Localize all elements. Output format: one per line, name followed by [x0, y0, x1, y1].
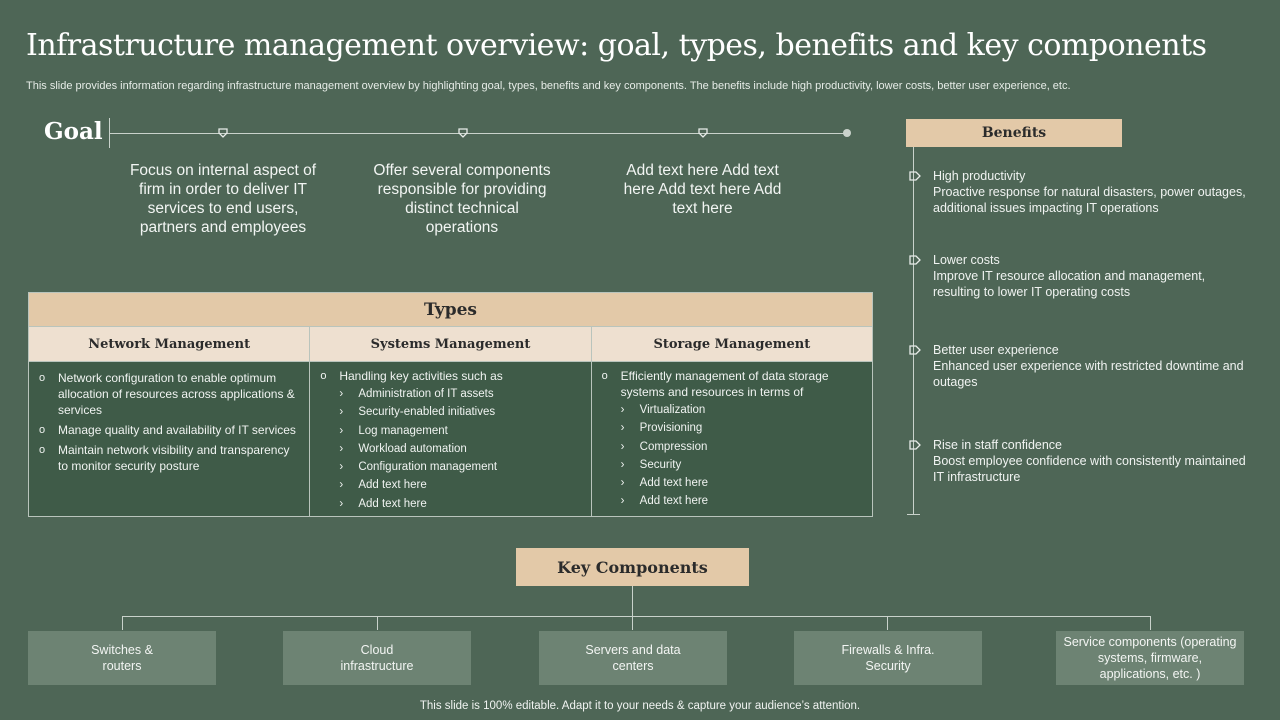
bullet-icon: o	[39, 424, 46, 436]
goal-marker-icon	[218, 128, 228, 138]
connector-line	[632, 586, 633, 616]
connector-line	[377, 616, 378, 630]
chevron-right-icon: ›	[620, 458, 625, 471]
sub-item: › Add text here	[339, 497, 427, 510]
sub-item: › Security-enabled initiatives	[339, 406, 496, 419]
key-component-box: Servers and data centers	[539, 631, 727, 685]
chevron-right-icon: ›	[339, 406, 344, 419]
benefit-marker-icon	[909, 255, 921, 265]
column-title: Network Management	[29, 326, 309, 362]
types-column-network	[29, 326, 310, 516]
chevron-right-icon: ›	[339, 479, 344, 492]
benefit-title: Rise in staff confidence	[933, 438, 1063, 452]
connector-line	[632, 616, 633, 630]
chevron-right-icon: ›	[620, 422, 625, 435]
chevron-right-icon: ›	[620, 440, 625, 453]
connector-line	[122, 616, 1151, 617]
benefit-desc: Proactive response for natural disasters, power outages, additional issues impacting IT operations	[933, 185, 1246, 215]
bullet-icon: o	[320, 370, 327, 382]
benefits-header: Benefits	[906, 119, 1122, 147]
column-title: Storage Management	[592, 326, 872, 362]
benefit-desc: Boost employee confidence with consistently maintained IT infrastructure	[933, 454, 1246, 484]
sub-item: › Add text here	[620, 495, 709, 508]
types-column-storage	[592, 326, 872, 516]
goal-marker-icon	[458, 128, 468, 138]
types-header: Types	[29, 293, 872, 326]
chevron-right-icon: ›	[339, 388, 344, 400]
chevron-right-icon: ›	[339, 461, 344, 474]
sub-item: › Workload automation	[339, 442, 467, 455]
goal-end-dot	[843, 129, 851, 137]
benefits-timeline	[913, 147, 914, 515]
list-item: o Handling key activities such as	[320, 369, 503, 383]
key-component-box: Cloud infrastructure	[283, 631, 471, 685]
goal-item: Add text here Add text here Add text here Add text here	[623, 162, 782, 217]
sub-item: › Security	[620, 458, 682, 471]
key-component-box: Service components (operating systems, firmware, applications, etc. )	[1056, 631, 1244, 685]
sub-item: › Provisioning	[620, 422, 703, 435]
sub-item: › Add text here	[620, 477, 709, 490]
benefit-marker-icon	[909, 440, 921, 450]
goal-item: Focus on internal aspect of firm in order to deliver IT services to end users, partners and employees	[129, 162, 317, 236]
benefit-title: High productivity	[933, 169, 1026, 183]
chevron-right-icon: ›	[620, 495, 625, 508]
list-item: o Manage quality and availability of IT services	[39, 423, 296, 437]
footer-note: This slide is 100% editable. Adapt it to your needs & capture your audience’s attention.	[419, 700, 861, 712]
page-subtitle: This slide provides information regarding infrastructure management overview by highlighting goal, types, benefits and key components. The benefits include high productivity, lower costs, better user experience, etc.	[26, 80, 1071, 92]
connector-line	[887, 616, 888, 630]
benefit-item	[933, 168, 1253, 216]
benefit-title: Lower costs	[933, 253, 1000, 267]
types-column-systems	[310, 326, 591, 516]
goal-item: Offer several components responsible for providing distinct technical operations	[373, 162, 551, 236]
sub-item: › Virtualization	[620, 404, 706, 416]
chevron-right-icon: ›	[339, 424, 344, 437]
benefit-item	[933, 342, 1253, 390]
page-title: Infrastructure management overview: goal, types, benefits and key components	[26, 28, 1207, 63]
sub-item: › Add text here	[339, 479, 427, 492]
benefits-timeline-end	[907, 514, 920, 515]
list-item: o Network configuration to enable optimum allocation of resources across applications & services	[39, 371, 295, 417]
column-title: Systems Management	[310, 326, 590, 362]
benefit-desc: Improve IT resource allocation and management, resulting to lower IT operating costs	[933, 269, 1206, 299]
key-components-header: Key Components	[516, 548, 749, 586]
bullet-icon: o	[39, 372, 46, 384]
benefit-marker-icon	[909, 345, 921, 355]
chevron-right-icon: ›	[339, 442, 344, 455]
bullet-icon: o	[601, 370, 608, 382]
connector-line	[1150, 616, 1151, 630]
list-item: o Efficiently management of data storage systems and resources in terms of	[601, 369, 829, 399]
list-item: o Maintain network visibility and transparency to monitor security posture	[39, 443, 290, 473]
benefit-item	[933, 252, 1253, 300]
goal-marker-icon	[698, 128, 708, 138]
chevron-right-icon: ›	[620, 477, 625, 490]
sub-item: › Log management	[339, 424, 448, 437]
types-table	[28, 292, 873, 517]
goal-label: Goal	[44, 118, 103, 145]
benefit-item	[933, 437, 1253, 485]
benefit-desc: Enhanced user experience with restricted downtime and outages	[933, 359, 1244, 389]
connector-line	[122, 616, 123, 630]
benefit-title: Better user experience	[933, 343, 1059, 357]
key-component-box: Firewalls & Infra. Security	[794, 631, 982, 685]
chevron-right-icon: ›	[339, 497, 344, 510]
sub-item: › Configuration management	[339, 461, 498, 474]
sub-item: › Administration of IT assets	[339, 388, 494, 400]
benefit-marker-icon	[909, 171, 921, 181]
sub-item: › Compression	[620, 440, 708, 453]
chevron-right-icon: ›	[620, 404, 625, 416]
key-component-box: Switches & routers	[28, 631, 216, 685]
bullet-icon: o	[39, 444, 46, 456]
